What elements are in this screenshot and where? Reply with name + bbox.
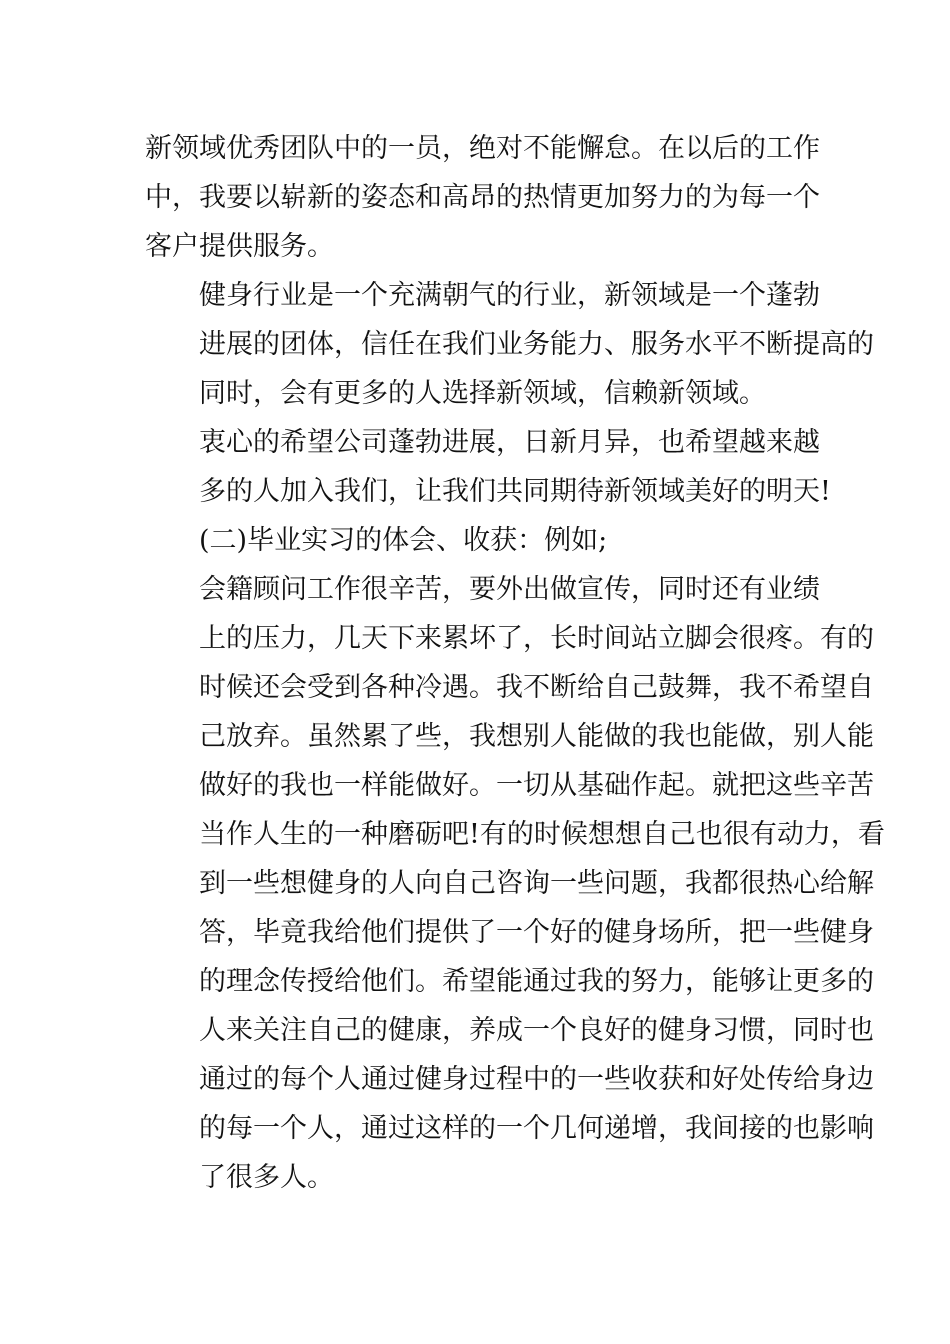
document-body [145, 124, 885, 1202]
paragraph-3 [145, 418, 831, 516]
paragraph-4 [145, 565, 885, 1202]
text-line: 时候还会受到各种冷遇。我不断给自己鼓舞，我不希望自 [199, 672, 874, 703]
text-line: 进展的团体，信任在我们业务能力、服务水平不断提高的 [199, 329, 874, 360]
text-line: 中，我要以崭新的姿态和高昂的热情更加努力的为每一个 [145, 182, 820, 213]
text-line: 多的人加入我们，让我们共同期待新领域美好的明天! [199, 476, 831, 507]
paragraph-2 [145, 271, 874, 418]
text-line: 客户提供服务。 [145, 231, 334, 262]
text-line: 的理念传授给他们。希望能通过我的努力，能够让更多的 [199, 966, 874, 997]
text-line: 人来关注自己的健康，养成一个良好的健身习惯，同时也 [199, 1015, 874, 1046]
text-line: 答，毕竟我给他们提供了一个好的健身场所，把一些健身 [199, 917, 874, 948]
text-line: 了很多人。 [199, 1162, 334, 1193]
text-line: 衷心的希望公司蓬勃进展，日新月异，也希望越来越 [199, 427, 820, 458]
text-line: (二)毕业实习的体会、收获：例如; [199, 525, 608, 556]
text-line: 做好的我也一样能做好。一切从基础作起。就把这些辛苦 [199, 770, 874, 801]
text-line: 健身行业是一个充满朝气的行业，新领域是一个蓬勃 [199, 280, 820, 311]
text-line: 己放弃。虽然累了些，我想别人能做的我也能做，别人能 [199, 721, 874, 752]
paragraph-1 [145, 124, 820, 271]
text-line: 新领域优秀团队中的一员，绝对不能懈怠。在以后的工作 [145, 133, 820, 164]
text-line: 的每一个人，通过这样的一个几何递增，我间接的也影响 [199, 1113, 874, 1144]
text-line: 会籍顾问工作很辛苦，要外出做宣传，同时还有业绩 [199, 574, 820, 605]
text-line: 通过的每个人通过健身过程中的一些收获和好处传给身边 [199, 1064, 874, 1095]
text-line: 同时，会有更多的人选择新领域，信赖新领域。 [199, 378, 766, 409]
text-line: 上的压力，几天下来累坏了，长时间站立脚会很疼。有的 [199, 623, 874, 654]
section-heading [145, 516, 807, 565]
text-line: 当作人生的一种磨砺吧!有的时候想想自己也很有动力，看 [199, 819, 885, 850]
text-line: 到一些想健身的人向自己咨询一些问题，我都很热心给解 [199, 868, 874, 899]
